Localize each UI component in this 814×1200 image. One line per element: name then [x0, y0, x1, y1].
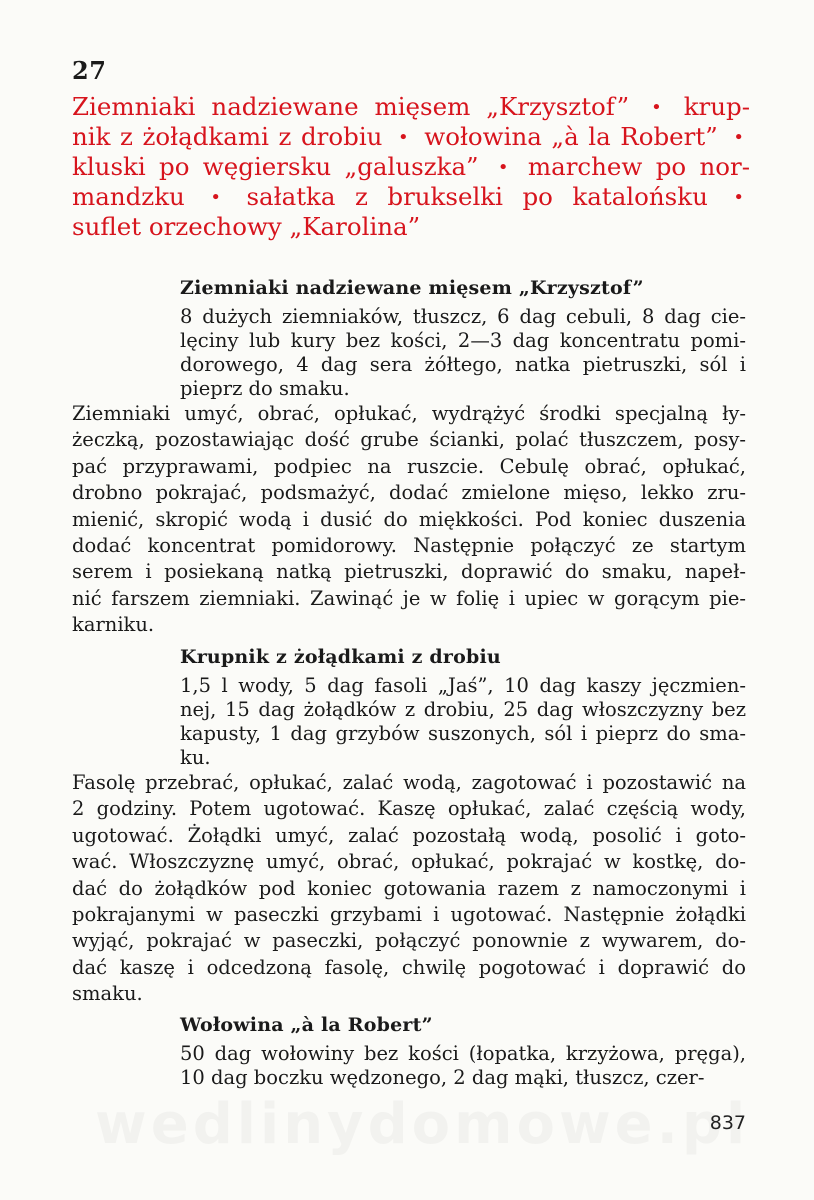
menu-line: [72, 122, 750, 152]
text-line: pokrajanymi w paseczki grzybami i ugotować. Następnie żołądki: [72, 903, 746, 927]
text-line: nić farszem ziemniaki. Zawinąć je w folię i upiec w gorącym pie-: [72, 586, 746, 610]
text-line: mienić, skropić wodą i dusić do miękkości. Pod koniec duszenia: [72, 507, 746, 531]
text-line: 50 dag wołowiny bez kości (łopatka, krzyżowa, pręga),: [180, 1042, 746, 1065]
page-number: 837: [709, 1112, 746, 1134]
menu-item: kluski po węgiersku „galuszka”: [72, 152, 479, 181]
bullet-icon: •: [733, 127, 744, 148]
text-line: żeczką, pozostawiając dość grube ścianki, polać tłuszczem, posy-: [72, 428, 746, 452]
menu-item: marchew po nor-: [527, 152, 750, 181]
text-line: wać. Włoszczyznę umyć, obrać, opłukać, pokrajać w kostkę, do-: [72, 850, 746, 874]
recipe-title: Ziemniaki nadziewane mięsem „Krzysztof”: [180, 277, 644, 299]
text-line: drobno pokrajać, podsmażyć, dodać zmielone mięso, lekko zru-: [72, 481, 746, 505]
text-line: karniku.: [72, 613, 155, 637]
menu-item: sałatka z brukselki po katalońsku: [246, 182, 708, 211]
text-line: wyjąć, pokrajać w paseczki, połączyć ponownie z wywarem, do-: [72, 929, 746, 953]
text-line: smaku.: [72, 982, 143, 1006]
text-line: nej, 15 dag żołądków z drobiu, 25 dag włoszczyzny bez: [180, 698, 746, 721]
bullet-icon: •: [210, 187, 221, 208]
bullet-icon: •: [733, 187, 744, 208]
text-line: pać przyprawami, podpiec na ruszcie. Cebulę obrać, opłukać,: [72, 454, 746, 478]
day-number: 27: [72, 56, 107, 85]
ingredients-list: [180, 1042, 746, 1090]
menu-item: wołowina „à la Robert”: [424, 122, 718, 151]
instructions-text: [72, 401, 746, 639]
recipe-section: [72, 277, 746, 639]
menu-item: krup-: [683, 92, 750, 121]
recipe-title: Krupnik z żołądkami z drobiu: [180, 646, 501, 668]
text-line: 2 godziny. Potem ugotować. Kaszę opłukać, zalać częścią wody,: [72, 797, 746, 821]
text-line: dać kaszę i odcedzoną fasolę, chwilę pogotować i doprawić do: [72, 955, 746, 979]
instructions-text: [72, 770, 746, 1008]
text-line: 10 dag boczku wędzonego, 2 dag mąki, tłuszcz, czer-: [180, 1066, 705, 1089]
menu-summary: [72, 92, 750, 241]
text-line: 1,5 l wody, 5 dag fasoli „Jaś”, 10 dag kaszy jęczmien-: [180, 674, 746, 697]
text-line: Ziemniaki umyć, obrać, opłukać, wydrążyć środki specjalną ły-: [72, 402, 746, 425]
text-line: ugotować. Żołądki umyć, zalać pozostałą wodą, posolić i goto-: [72, 823, 746, 847]
bullet-icon: •: [651, 97, 662, 118]
menu-item: mandzku: [72, 182, 185, 211]
recipe-section: [72, 1014, 746, 1090]
menu-line: [72, 92, 750, 122]
menu-line: [72, 212, 750, 241]
ingredients-list: [180, 674, 746, 770]
watermark: [95, 1092, 749, 1157]
text-line: pieprz do smaku.: [180, 377, 350, 400]
ingredients-list: [180, 305, 746, 401]
recipe-section: [72, 646, 746, 1008]
menu-line: [72, 182, 750, 212]
menu-item: suflet orzechowy „Karolina”: [72, 212, 421, 241]
text-line: lęciny lub kury bez kości, 2—3 dag koncentratu pomi-: [180, 329, 746, 352]
text-line: kapusty, 1 dag grzybów suszonych, sól i pieprz do sma-: [180, 722, 746, 745]
menu-line: [72, 152, 750, 182]
text-line: 8 dużych ziemniaków, tłuszcz, 6 dag cebuli, 8 dag cie-: [180, 305, 746, 328]
menu-item: nik z żołądkami z drobiu: [72, 122, 383, 151]
text-line: dodać koncentrat pomidorowy. Następnie połączyć ze startym: [72, 534, 746, 558]
text-line: serem i posiekaną natką pietruszki, doprawić do smaku, napeł-: [72, 560, 746, 584]
text-line: dorowego, 4 dag sera żółtego, natka pietruszki, sól i: [180, 353, 746, 376]
recipe-title: Wołowina „à la Robert”: [180, 1014, 433, 1036]
text-line: dać do żołądków pod koniec gotowania razem z namoczonymi i: [72, 876, 746, 900]
text-line: Fasolę przebrać, opłukać, zalać wodą, zagotować i pozostawić na: [72, 771, 746, 794]
bullet-icon: •: [398, 127, 409, 148]
bullet-icon: •: [497, 157, 509, 178]
menu-item: Ziemniaki nadziewane mięsem „Krzysztof”: [72, 92, 630, 121]
text-line: ku.: [180, 746, 211, 769]
